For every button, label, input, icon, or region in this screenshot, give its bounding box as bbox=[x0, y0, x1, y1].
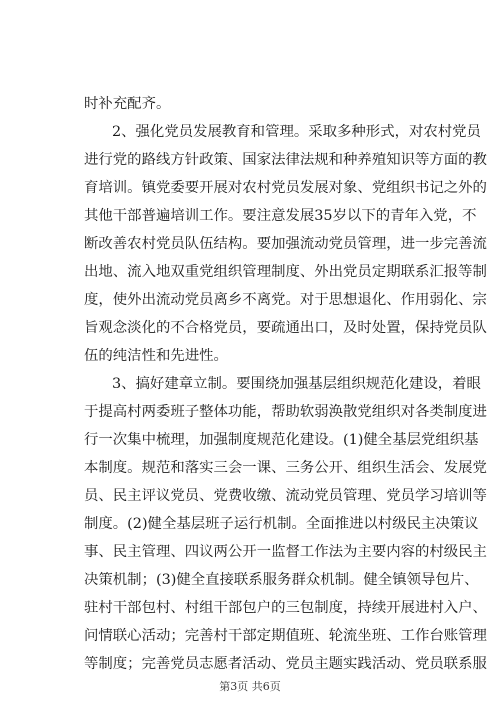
paragraph-first-line: 2、强化党员发展教育和管理。采取多种形式，对农村党员 bbox=[112, 124, 481, 140]
text-line: 员、民主评议党员、党费收缴、流动党员管理、党员学习培训等 bbox=[84, 488, 487, 504]
text-line: 事、民主管理、四议两公开一监督工作法为主要内容的村级民主 bbox=[84, 544, 487, 560]
text-line: 度，使外出流动党员离乡不离党。对于思想退化、作用弱化、宗 bbox=[84, 292, 487, 308]
page-number-footer: 第3页 共6页 bbox=[219, 680, 281, 693]
text-line: 旨观念淡化的不合格党员，要疏通出口，及时处置，保持党员队 bbox=[84, 320, 487, 336]
text-line: 出地、流入地双重党组织管理制度、外出党员定期联系汇报等制 bbox=[84, 264, 487, 280]
text-line: 本制度。规范和落实三会一课、三务公开、组织生活会、发展党 bbox=[84, 460, 487, 476]
text-line: 伍的纯洁性和先进性。 bbox=[84, 348, 228, 364]
text-line: 时补充配齐。 bbox=[84, 96, 171, 112]
text-line: 其他干部普遍培训工作。要注意发展35岁以下的青年入党，不 bbox=[84, 208, 477, 224]
text-line: 育培训。镇党委要开展对农村党员发展对象、党组织书记之外的 bbox=[84, 180, 487, 196]
text-line: 于提高村两委班子整体功能，帮助软弱涣散党组织对各类制度进 bbox=[84, 404, 487, 420]
text-line: 行一次集中梳理，加强制度规范化建设。(1)健全基层党组织基 bbox=[84, 432, 479, 448]
text-line: 决策机制；(3)健全直接联系服务群众机制。健全镇领导包片、 bbox=[84, 572, 479, 588]
text-line: 问情联心活动；完善村干部定期值班、轮流坐班、工作台账管理 bbox=[84, 628, 487, 644]
text-line: 制度。(2)健全基层班子运行机制。全面推进以村级民主决策议 bbox=[84, 516, 479, 532]
document-body bbox=[84, 90, 487, 678]
text-line: 进行党的路线方针政策、国家法律法规和种养殖知识等方面的教 bbox=[84, 152, 487, 168]
paragraph-first-line: 3、搞好建章立制。要围绕加强基层组织规范化建设，着眼 bbox=[112, 376, 481, 392]
text-line: 断改善农村党员队伍结构。要加强流动党员管理，进一步完善流 bbox=[84, 236, 487, 252]
text-line: 驻村干部包村、村组干部包户的三包制度，持续开展进村入户、 bbox=[84, 600, 487, 616]
text-line: 等制度；完善党员志愿者活动、党员主题实践活动、党员联系服 bbox=[84, 656, 487, 672]
